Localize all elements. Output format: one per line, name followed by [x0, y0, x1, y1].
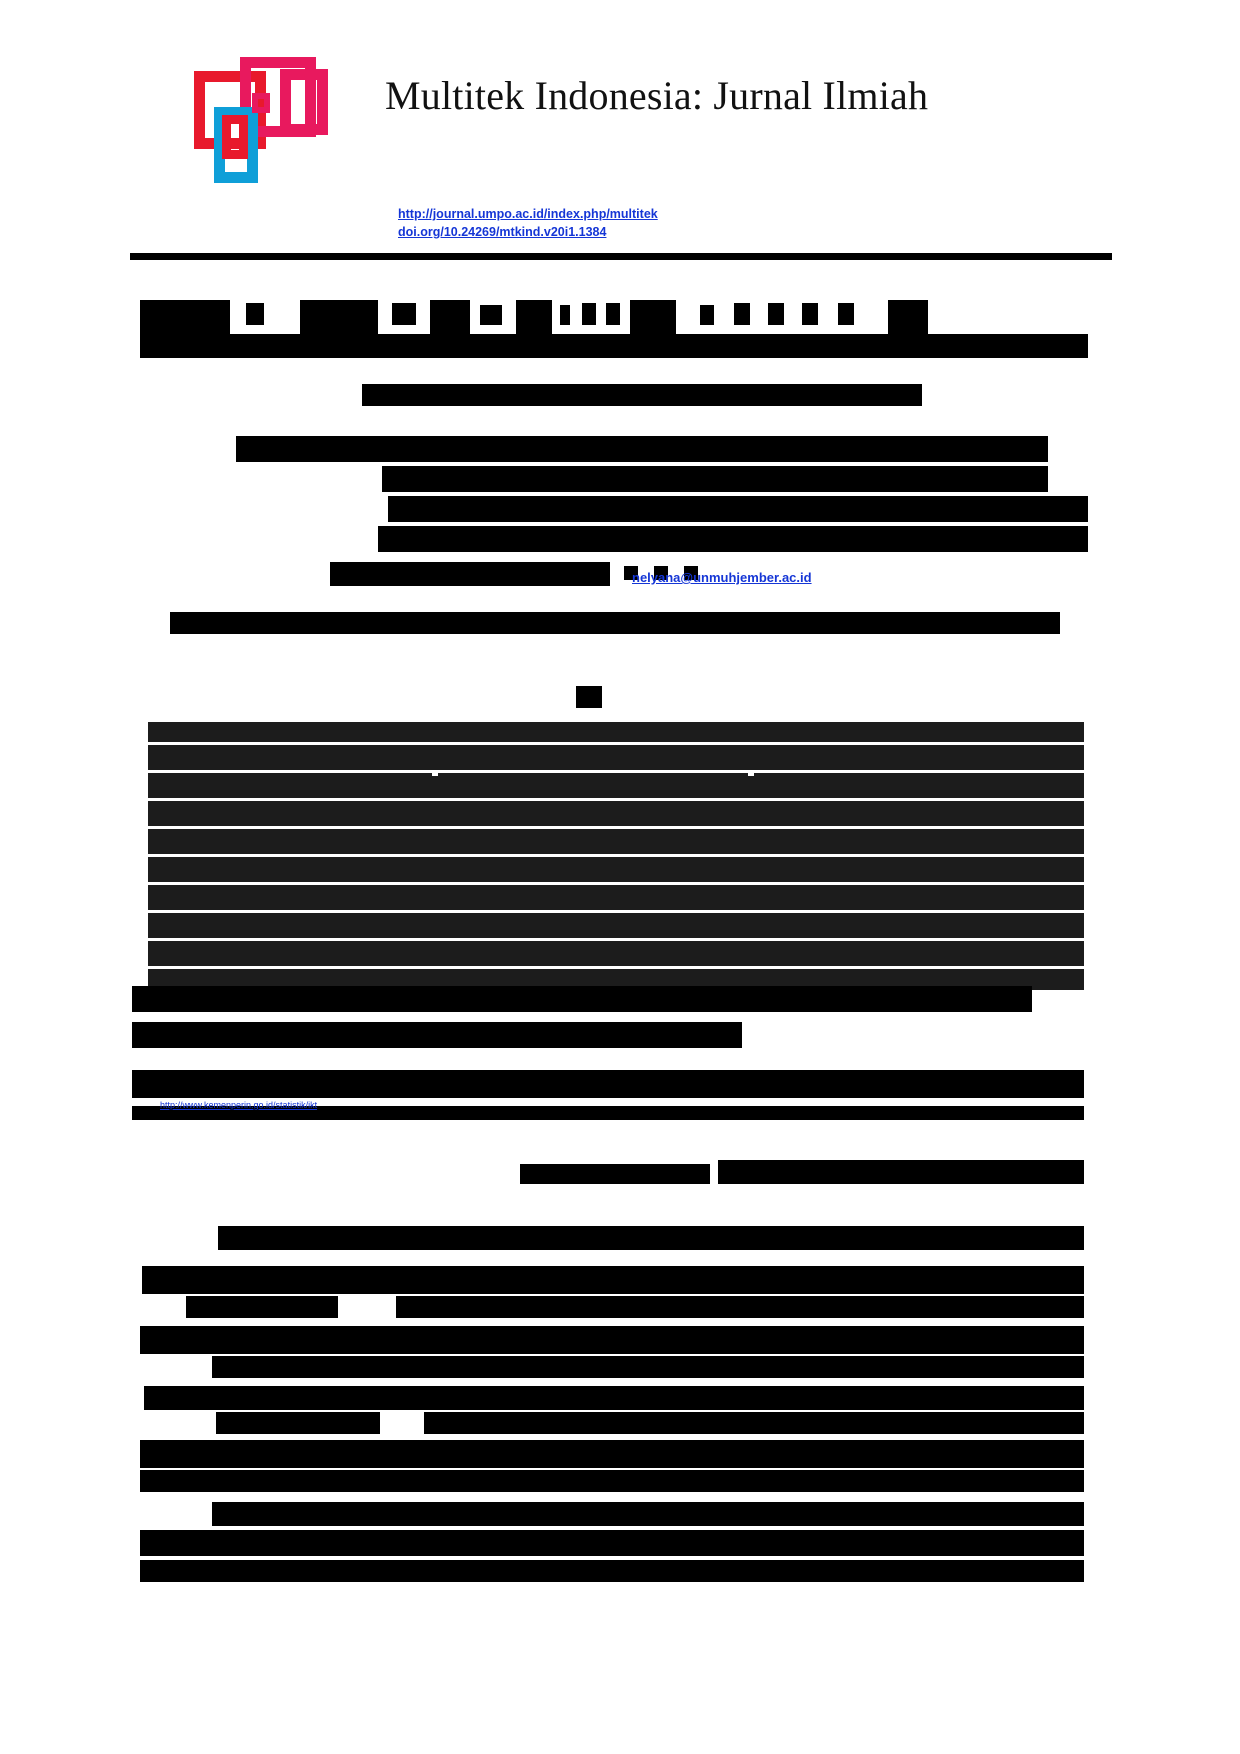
abstract-body [132, 722, 1084, 990]
journal-title: Multitek Indonesia: Jurnal Ilmiah [385, 73, 929, 118]
doi-link[interactable]: doi.org/10.24269/mtkind.v20i1.1384 [398, 225, 607, 239]
reference-url-link[interactable]: http://www.kemenperin.go.id/statistik/ikt [160, 1100, 318, 1110]
header-links [398, 205, 658, 241]
journal-url-link[interactable]: http://journal.umpo.ac.id/index.php/multitek [398, 207, 658, 221]
header-divider [130, 253, 1112, 260]
corresponding-email[interactable]: nelyana@unmuhjember.ac.id [632, 570, 812, 585]
journal-logo-icon [188, 55, 348, 215]
document-header [0, 0, 1240, 270]
